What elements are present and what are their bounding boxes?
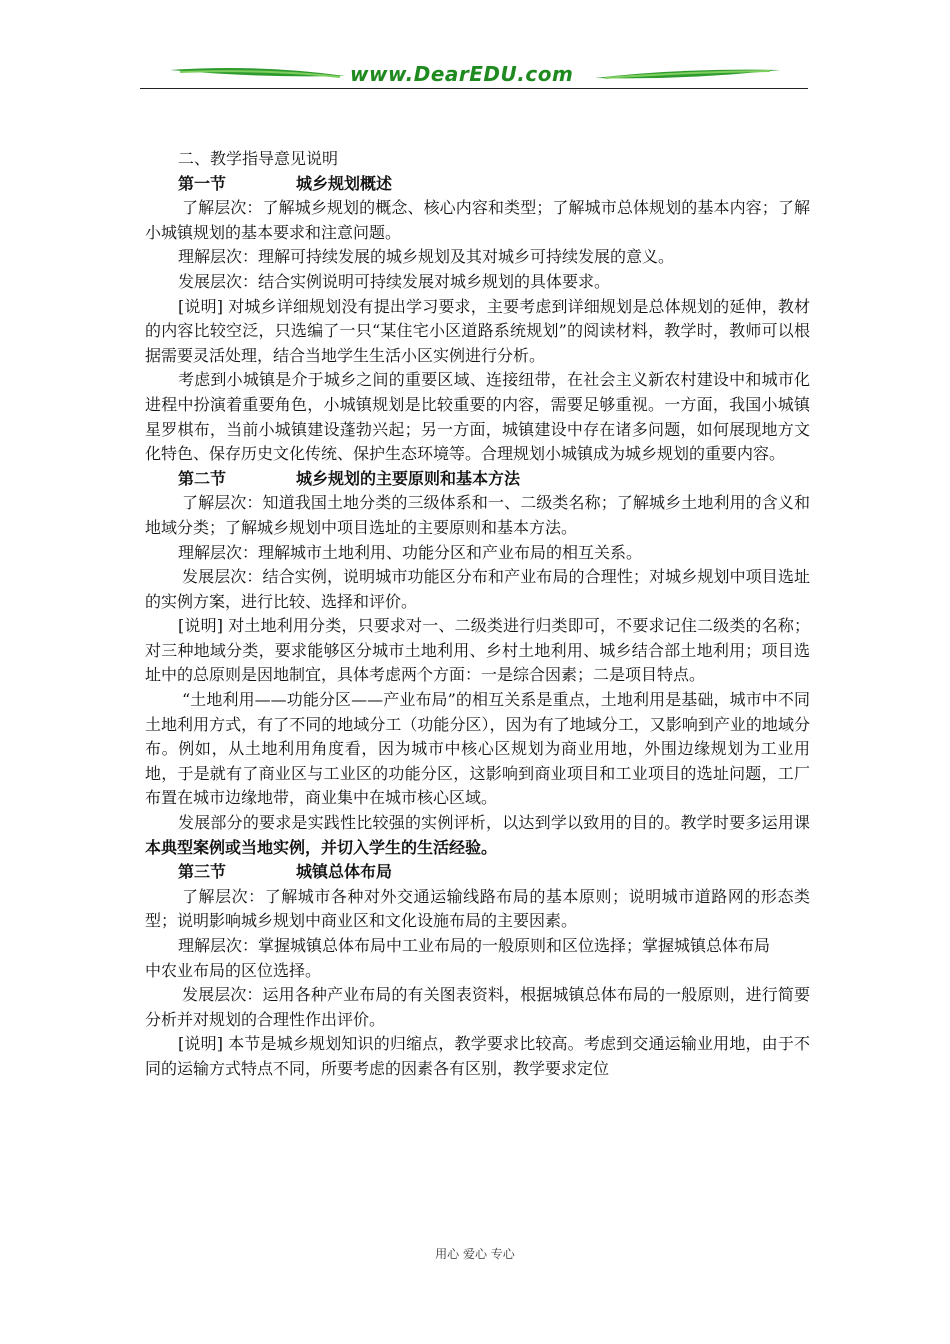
paragraph: 了解层次：了解城乡规划的概念、核心内容和类型；了解城市总体规划的基本内容；了解小城镇规划的基本要求和注意问题。 (145, 198, 810, 242)
paragraph: 发展层次：结合实例，说明城市功能区分布和产业布局的合理性；对城乡规划中项目选址的实例方案，进行比较、选择和评价。 (145, 567, 810, 611)
section-2-heading (145, 467, 810, 492)
paragraph: “土地利用——功能分区——产业布局”的相互关系是重点，土地利用是基础，城市中不同土地利用方式，有了不同的地域分工（功能分区），因为有了地域分工，又影响到产业的地域分布。例如，从土地利用角度看，因为城市中核心区规划为商业用地，外围边缘规划为工业用地，于是就有了商业区与工业区的功能分区，这影响到商业项目和工业项目的选址问题，工厂布置在城市边缘地带，商业集中在城市核心区域。 (145, 690, 810, 808)
paragraph: [说明] 对城乡详细规划没有提出学习要求，主要考虑到详细规划是总体规划的延伸，教材的内容比较空泛，只选编了一只“某住宅小区道路系统规划”的阅读材料，教学时，教师可以根据需要灵活处理，结合当地学生生活小区实例进行分析。 (145, 296, 810, 365)
paragraph-text: 发展部分的要求是实践性比较强的实例评析，以达到学以致用的目的。教学时要多运用课 (178, 813, 810, 833)
site-header (140, 58, 808, 98)
paragraph: 了解层次：了解城市各种对外交通运输线路布局的基本原则；说明城市道路网的形态类型；说明影响城乡规划中商业区和文化设施布局的主要因素。 (145, 886, 810, 931)
section-heading: 二、教学指导意见说明 (178, 149, 339, 168)
paragraph-emphasis: 本典型案例或当地实例，并切入学生的生活经验。 (145, 837, 498, 857)
paragraph: 发展层次：结合实例说明可持续发展对城乡规划的具体要求。 (178, 271, 611, 291)
section-title: 城乡规划概述 (296, 173, 393, 193)
section-number: 第三节 (178, 862, 227, 882)
page-footer: 用心 爱心 专心 (435, 1247, 515, 1261)
paragraph: 考虑到小城镇是介于城乡之间的重要区域、连接纽带，在社会主义新农村建设中和城市化进程中扮演着重要角色，小城镇规划是比较重要的内容，需要足够重视。一方面，我国小城镇星罗棋布，当前小城镇建设蓬勃兴起；另一方面，城镇建设中存在诸多问题，如何展现地方文化特色、保存历史文化传统、保护生态环境等。合理规划小城镇成为城乡规划的重要内容。 (145, 370, 810, 464)
paragraph: [说明] 本节是城乡规划知识的归缩点，教学要求比较高。考虑到交通运输业用地，由于不同的运输方式特点不同，所要考虑的因素各有区别，教学要求定位 (145, 1034, 810, 1078)
section-3-heading (145, 860, 810, 885)
paragraph: [说明] 对土地利用分类，只要求对一、二级类进行归类即可，不要求记住二级类的名称；对三种地域分类，要求能够区分城市土地利用、乡村土地利用、城乡结合部土地利用；项目选址中的总原则是因地制宜，具体考虑两个方面：一是综合因素；二是项目特点。 (145, 616, 810, 685)
section-title: 城乡规划的主要原则和基本方法 (296, 468, 521, 488)
header-rule (140, 88, 808, 89)
document-body (145, 147, 810, 1082)
paragraph: 理解层次：理解城市土地利用、功能分区和产业布局的相互关系。 (178, 542, 643, 562)
paragraph: 了解层次：知道我国土地分类的三级体系和一、二级类名称；了解城乡土地利用的含义和地域分类；了解城乡规划中项目选址的主要原则和基本方法。 (145, 493, 810, 537)
section-title: 城镇总体布局 (296, 862, 393, 882)
site-brand[interactable]: www.DearEDU.com (350, 62, 574, 86)
paragraph: 理解层次：掌握城镇总体布局中工业布局的一般原则和区位选择；掌握城镇总体布局 (178, 936, 771, 955)
section-number: 第一节 (178, 173, 227, 193)
paragraph: 理解层次：理解可持续发展的城乡规划及其对城乡可持续发展的意义。 (178, 247, 675, 267)
paragraph: 中农业布局的区位选择。 (145, 960, 322, 980)
section-1-heading (145, 172, 810, 197)
section-number: 第二节 (178, 468, 227, 488)
paragraph: 发展层次：运用各种产业布局的有关图表资料，根据城镇总体布局的一般原则，进行简要分析并对规划的合理性作出评价。 (145, 985, 810, 1029)
paragraph (145, 811, 810, 860)
